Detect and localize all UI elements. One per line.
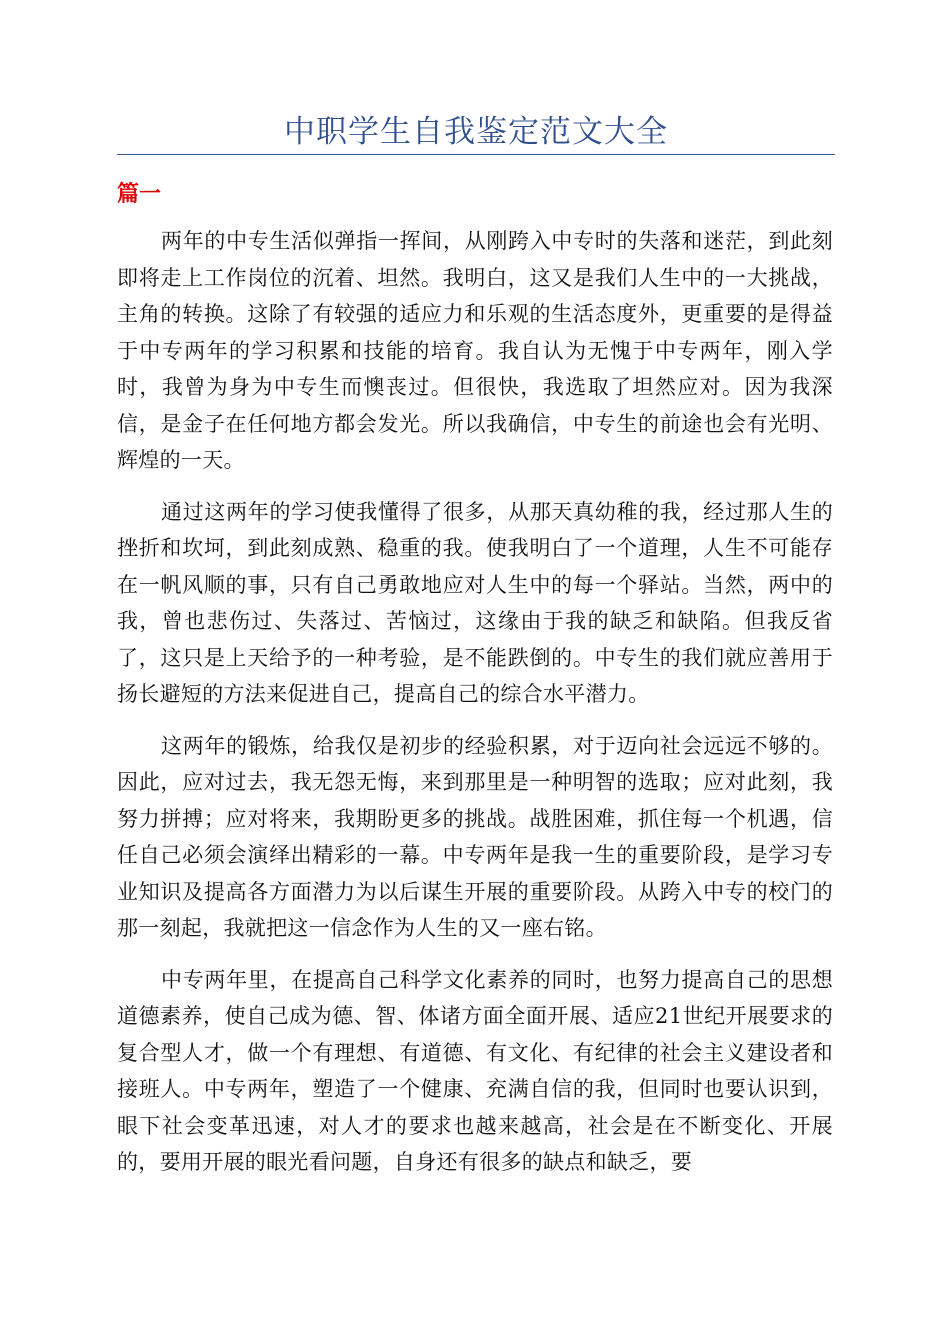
title-divider (117, 154, 835, 155)
section-heading: 篇一 (117, 182, 162, 207)
paragraph-1: 两年的中专生活似弹指一挥间，从刚跨入中专时的失落和迷茫，到此刻即将走上工作岗位的沉着、坦然。我明白，这又是我们人生中的一大挑战，主角的转换。这除了有较强的适应力和乐观的生活态度外，更重要的是得益于中专两年的学习积累和技能的培育。我自认为无愧于中专两年，刚入学时，我曾为身为中专生而懊丧过。但很快，我选取了坦然应对。因为我深信，是金子在任何地方都会发光。所以我确信，中专生的前途也会有光明、辉煌的一天。 (117, 229, 833, 472)
paragraph-3: 这两年的锻炼，给我仅是初步的经验积累，对于迈向社会远远不够的。因此，应对过去，我无怨无悔，来到那里是一种明智的选取；应对此刻，我努力拼搏；应对将来，我期盼更多的挑战。战胜困难，抓住每一个机遇，信任自己必须会演绎出精彩的一幕。中专两年是我一生的重要阶段，是学习专业知识及提高各方面潜力为以后谋生开展的重要阶段。从跨入中专的校门的那一刻起，我就把这一信念作为人生的又一座右铭。 (117, 733, 833, 940)
document-body (117, 223, 833, 1196)
paragraph-2: 通过这两年的学习使我懂得了很多，从那天真幼稚的我，经过那人生的挫折和坎坷，到此刻成熟、稳重的我。使我明白了一个道理，人生不可能存在一帆风顺的事，只有自己勇敢地应对人生中的每一个驿站。当然，两中的我，曾也悲伤过、失落过、苦恼过，这缘由于我的缺乏和缺陷。但我反省了，这只是上天给予的一种考验，是不能跌倒的。中专生的我们就应善用于扬长避短的方法来促进自己，提高自己的综合水平潜力。 (117, 499, 833, 706)
paragraph-4: 中专两年里，在提高自己科学文化素养的同时，也努力提高自己的思想道德素养，使自己成为德、智、体诸方面全面开展、适应21世纪开展要求的复合型人才，做一个有理想、有道德、有文化、有纪律的社会主义建设者和接班人。中专两年，塑造了一个健康、充满自信的我，但同时也要认识到，眼下社会变革迅速，对人才的要求也越来越高，社会是在不断变化、开展的，要用开展的眼光看问题，自身还有很多的缺点和缺乏，要 (117, 967, 833, 1174)
document-title: 中职学生自我鉴定范文大全 (284, 114, 668, 150)
